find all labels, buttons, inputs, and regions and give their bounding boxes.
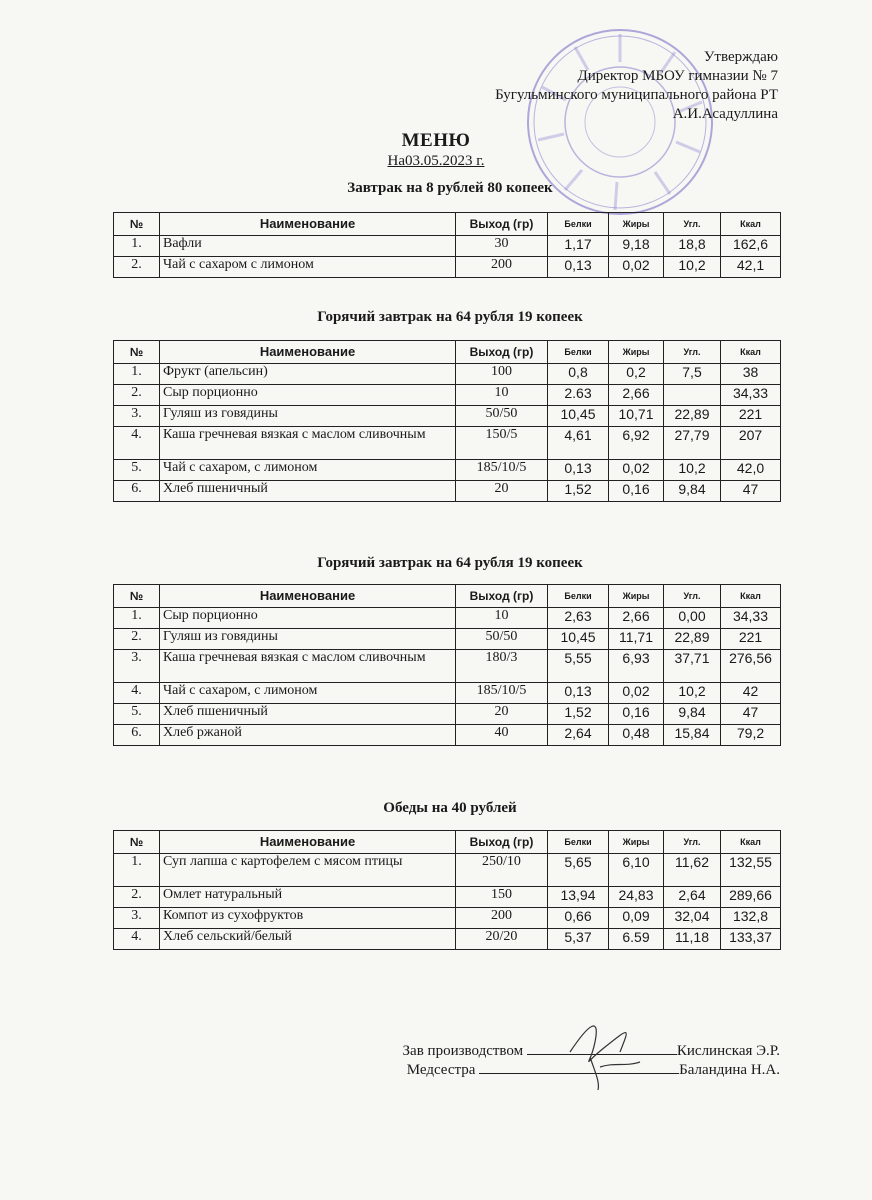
protein-value: 1,52 <box>548 481 609 502</box>
section-title: Горячий завтрак на 64 рубля 19 копеек <box>317 309 583 325</box>
column-header: Выход (гр) <box>456 585 548 608</box>
kcal-value: 132,55 <box>721 854 781 887</box>
approval-line: Утверждаю <box>703 49 778 65</box>
menu-table <box>113 340 781 502</box>
kcal-value: 276,56 <box>721 650 781 683</box>
approval-block <box>495 48 778 124</box>
column-header: Угл. <box>664 341 721 364</box>
column-header: Наименование <box>160 341 456 364</box>
portion-weight: 150/5 <box>456 427 548 460</box>
portion-weight: 50/50 <box>456 629 548 650</box>
column-header: Жиры <box>609 831 664 854</box>
table-row <box>114 460 781 481</box>
carb-value: 11,18 <box>664 929 721 950</box>
menu-table <box>113 584 781 746</box>
column-header: Белки <box>548 213 609 236</box>
portion-weight: 20/20 <box>456 929 548 950</box>
column-header: № <box>114 831 160 854</box>
kcal-value: 34,33 <box>721 385 781 406</box>
protein-value: 0,8 <box>548 364 609 385</box>
fat-value: 2,66 <box>609 385 664 406</box>
table-header-row <box>114 831 781 854</box>
dish-name: Гуляш из говядины <box>160 406 456 427</box>
column-header: Жиры <box>609 213 664 236</box>
table-row <box>114 725 781 746</box>
carb-value: 10,2 <box>664 460 721 481</box>
row-number: 6. <box>114 725 160 746</box>
carb-value: 37,71 <box>664 650 721 683</box>
table-row <box>114 629 781 650</box>
dish-name: Чай с сахаром с лимоном <box>160 257 456 278</box>
approval-line: Директор МБОУ гимназии № 7 <box>577 68 778 84</box>
kcal-value: 47 <box>721 481 781 502</box>
protein-value: 1,52 <box>548 704 609 725</box>
section-title: Обеды на 40 рублей <box>383 800 517 816</box>
fat-value: 9,18 <box>609 236 664 257</box>
portion-weight: 10 <box>456 385 548 406</box>
column-header: Ккал <box>721 341 781 364</box>
carb-value: 22,89 <box>664 406 721 427</box>
fat-value: 24,83 <box>609 887 664 908</box>
fat-value: 6,10 <box>609 854 664 887</box>
protein-value: 10,45 <box>548 406 609 427</box>
column-header: Белки <box>548 341 609 364</box>
row-number: 4. <box>114 427 160 460</box>
column-header: Ккал <box>721 585 781 608</box>
table-row <box>114 236 781 257</box>
row-number: 3. <box>114 406 160 427</box>
column-header: Жиры <box>609 585 664 608</box>
signature-label: Медсестра <box>406 1062 476 1078</box>
column-header: Ккал <box>721 213 781 236</box>
row-number: 1. <box>114 364 160 385</box>
carb-value: 9,84 <box>664 481 721 502</box>
row-number: 3. <box>114 650 160 683</box>
column-header: Выход (гр) <box>456 831 548 854</box>
menu-date-text: На03.05.2023 г. <box>387 153 485 169</box>
column-header: № <box>114 213 160 236</box>
row-number: 5. <box>114 704 160 725</box>
carb-value: 10,2 <box>664 683 721 704</box>
table-row <box>114 929 781 950</box>
protein-value: 0,66 <box>548 908 609 929</box>
fat-value: 6,93 <box>609 650 664 683</box>
column-header: Жиры <box>609 341 664 364</box>
protein-value: 0,13 <box>548 683 609 704</box>
row-number: 2. <box>114 257 160 278</box>
portion-weight: 30 <box>456 236 548 257</box>
approval-line: А.И.Асадуллина <box>672 106 778 122</box>
protein-value: 13,94 <box>548 887 609 908</box>
column-header: Выход (гр) <box>456 341 548 364</box>
carb-value: 18,8 <box>664 236 721 257</box>
row-number: 2. <box>114 629 160 650</box>
menu-table <box>113 830 781 950</box>
signature-label: Зав производством <box>402 1043 524 1059</box>
protein-value: 4,61 <box>548 427 609 460</box>
table-row <box>114 650 781 683</box>
row-number: 3. <box>114 908 160 929</box>
dish-name: Хлеб ржаной <box>160 725 456 746</box>
table-row <box>114 481 781 502</box>
dish-name: Фрукт (апельсин) <box>160 364 456 385</box>
kcal-value: 289,66 <box>721 887 781 908</box>
row-number: 1. <box>114 236 160 257</box>
column-header: Угл. <box>664 585 721 608</box>
handwritten-signature-icon <box>560 1012 650 1092</box>
portion-weight: 10 <box>456 608 548 629</box>
portion-weight: 185/10/5 <box>456 460 548 481</box>
menu-table <box>113 212 781 278</box>
column-header: Наименование <box>160 831 456 854</box>
fat-value: 6,92 <box>609 427 664 460</box>
kcal-value: 79,2 <box>721 725 781 746</box>
portion-weight: 185/10/5 <box>456 683 548 704</box>
protein-value: 2.63 <box>548 385 609 406</box>
column-header: Выход (гр) <box>456 213 548 236</box>
column-header: Ккал <box>721 831 781 854</box>
portion-weight: 200 <box>456 257 548 278</box>
approval-line: Бугульминского муниципального района РТ <box>495 87 778 103</box>
portion-weight: 20 <box>456 481 548 502</box>
protein-value: 5,37 <box>548 929 609 950</box>
carb-value: 22,89 <box>664 629 721 650</box>
table-row <box>114 364 781 385</box>
kcal-value: 132,8 <box>721 908 781 929</box>
row-number: 2. <box>114 385 160 406</box>
row-number: 1. <box>114 608 160 629</box>
dish-name: Сыр порционно <box>160 385 456 406</box>
fat-value: 2,66 <box>609 608 664 629</box>
kcal-value: 42,0 <box>721 460 781 481</box>
carb-value: 7,5 <box>664 364 721 385</box>
dish-name: Чай с сахаром, с лимоном <box>160 460 456 481</box>
carb-value: 10,2 <box>664 257 721 278</box>
protein-value: 0,13 <box>548 460 609 481</box>
portion-weight: 200 <box>456 908 548 929</box>
fat-value: 0,16 <box>609 481 664 502</box>
signature-name: Баландина Н.А. <box>679 1062 780 1078</box>
fat-value: 0,02 <box>609 683 664 704</box>
row-number: 4. <box>114 929 160 950</box>
protein-value: 1,17 <box>548 236 609 257</box>
carb-value: 2,64 <box>664 887 721 908</box>
carb-value <box>664 385 721 406</box>
table-row <box>114 385 781 406</box>
portion-weight: 180/3 <box>456 650 548 683</box>
protein-value: 0,13 <box>548 257 609 278</box>
fat-value: 0,16 <box>609 704 664 725</box>
fat-value: 0,09 <box>609 908 664 929</box>
dish-name: Суп лапша с картофелем с мясом птицы <box>160 854 456 887</box>
dish-name: Вафли <box>160 236 456 257</box>
column-header: Наименование <box>160 213 456 236</box>
fat-value: 0,02 <box>609 460 664 481</box>
dish-name: Хлеб пшеничный <box>160 704 456 725</box>
dish-name: Хлеб пшеничный <box>160 481 456 502</box>
protein-value: 5,55 <box>548 650 609 683</box>
kcal-value: 34,33 <box>721 608 781 629</box>
kcal-value: 133,37 <box>721 929 781 950</box>
row-number: 4. <box>114 683 160 704</box>
fat-value: 0,2 <box>609 364 664 385</box>
protein-value: 5,65 <box>548 854 609 887</box>
fat-value: 11,71 <box>609 629 664 650</box>
column-header: Наименование <box>160 585 456 608</box>
row-number: 6. <box>114 481 160 502</box>
table-row <box>114 608 781 629</box>
portion-weight: 20 <box>456 704 548 725</box>
protein-value: 2,63 <box>548 608 609 629</box>
table-header-row <box>114 213 781 236</box>
dish-name: Каша гречневая вязкая с маслом сливочным <box>160 650 456 683</box>
table-row <box>114 427 781 460</box>
section-title: Завтрак на 8 рублей 80 копеек <box>347 180 553 196</box>
carb-value: 9,84 <box>664 704 721 725</box>
table-row <box>114 887 781 908</box>
table-row <box>114 704 781 725</box>
table-row <box>114 854 781 887</box>
protein-value: 10,45 <box>548 629 609 650</box>
table-row <box>114 257 781 278</box>
column-header: Белки <box>548 585 609 608</box>
table-header-row <box>114 585 781 608</box>
signature-name: Кислинская Э.Р. <box>676 1043 780 1059</box>
kcal-value: 42,1 <box>721 257 781 278</box>
carb-value: 27,79 <box>664 427 721 460</box>
kcal-value: 221 <box>721 406 781 427</box>
fat-value: 10,71 <box>609 406 664 427</box>
portion-weight: 50/50 <box>456 406 548 427</box>
kcal-value: 207 <box>721 427 781 460</box>
column-header: № <box>114 585 160 608</box>
page-title: МЕНЮ <box>401 130 471 151</box>
dish-name: Гуляш из говядины <box>160 629 456 650</box>
fat-value: 6.59 <box>609 929 664 950</box>
dish-name: Сыр порционно <box>160 608 456 629</box>
row-number: 2. <box>114 887 160 908</box>
fat-value: 0,02 <box>609 257 664 278</box>
kcal-value: 221 <box>721 629 781 650</box>
row-number: 5. <box>114 460 160 481</box>
table-header-row <box>114 341 781 364</box>
kcal-value: 162,6 <box>721 236 781 257</box>
menu-date <box>0 153 872 170</box>
kcal-value: 42 <box>721 683 781 704</box>
portion-weight: 40 <box>456 725 548 746</box>
table-row <box>114 406 781 427</box>
carb-value: 11,62 <box>664 854 721 887</box>
fat-value: 0,48 <box>609 725 664 746</box>
portion-weight: 100 <box>456 364 548 385</box>
carb-value: 15,84 <box>664 725 721 746</box>
column-header: № <box>114 341 160 364</box>
column-header: Угл. <box>664 213 721 236</box>
protein-value: 2,64 <box>548 725 609 746</box>
section-title: Горячий завтрак на 64 рубля 19 копеек <box>317 555 583 571</box>
column-header: Белки <box>548 831 609 854</box>
carb-value: 32,04 <box>664 908 721 929</box>
dish-name: Омлет натуральный <box>160 887 456 908</box>
kcal-value: 47 <box>721 704 781 725</box>
row-number: 1. <box>114 854 160 887</box>
table-row <box>114 908 781 929</box>
dish-name: Каша гречневая вязкая с маслом сливочным <box>160 427 456 460</box>
portion-weight: 250/10 <box>456 854 548 887</box>
portion-weight: 150 <box>456 887 548 908</box>
column-header: Угл. <box>664 831 721 854</box>
dish-name: Чай с сахаром, с лимоном <box>160 683 456 704</box>
table-row <box>114 683 781 704</box>
dish-name: Хлеб сельский/белый <box>160 929 456 950</box>
dish-name: Компот из сухофруктов <box>160 908 456 929</box>
carb-value: 0,00 <box>664 608 721 629</box>
kcal-value: 38 <box>721 364 781 385</box>
